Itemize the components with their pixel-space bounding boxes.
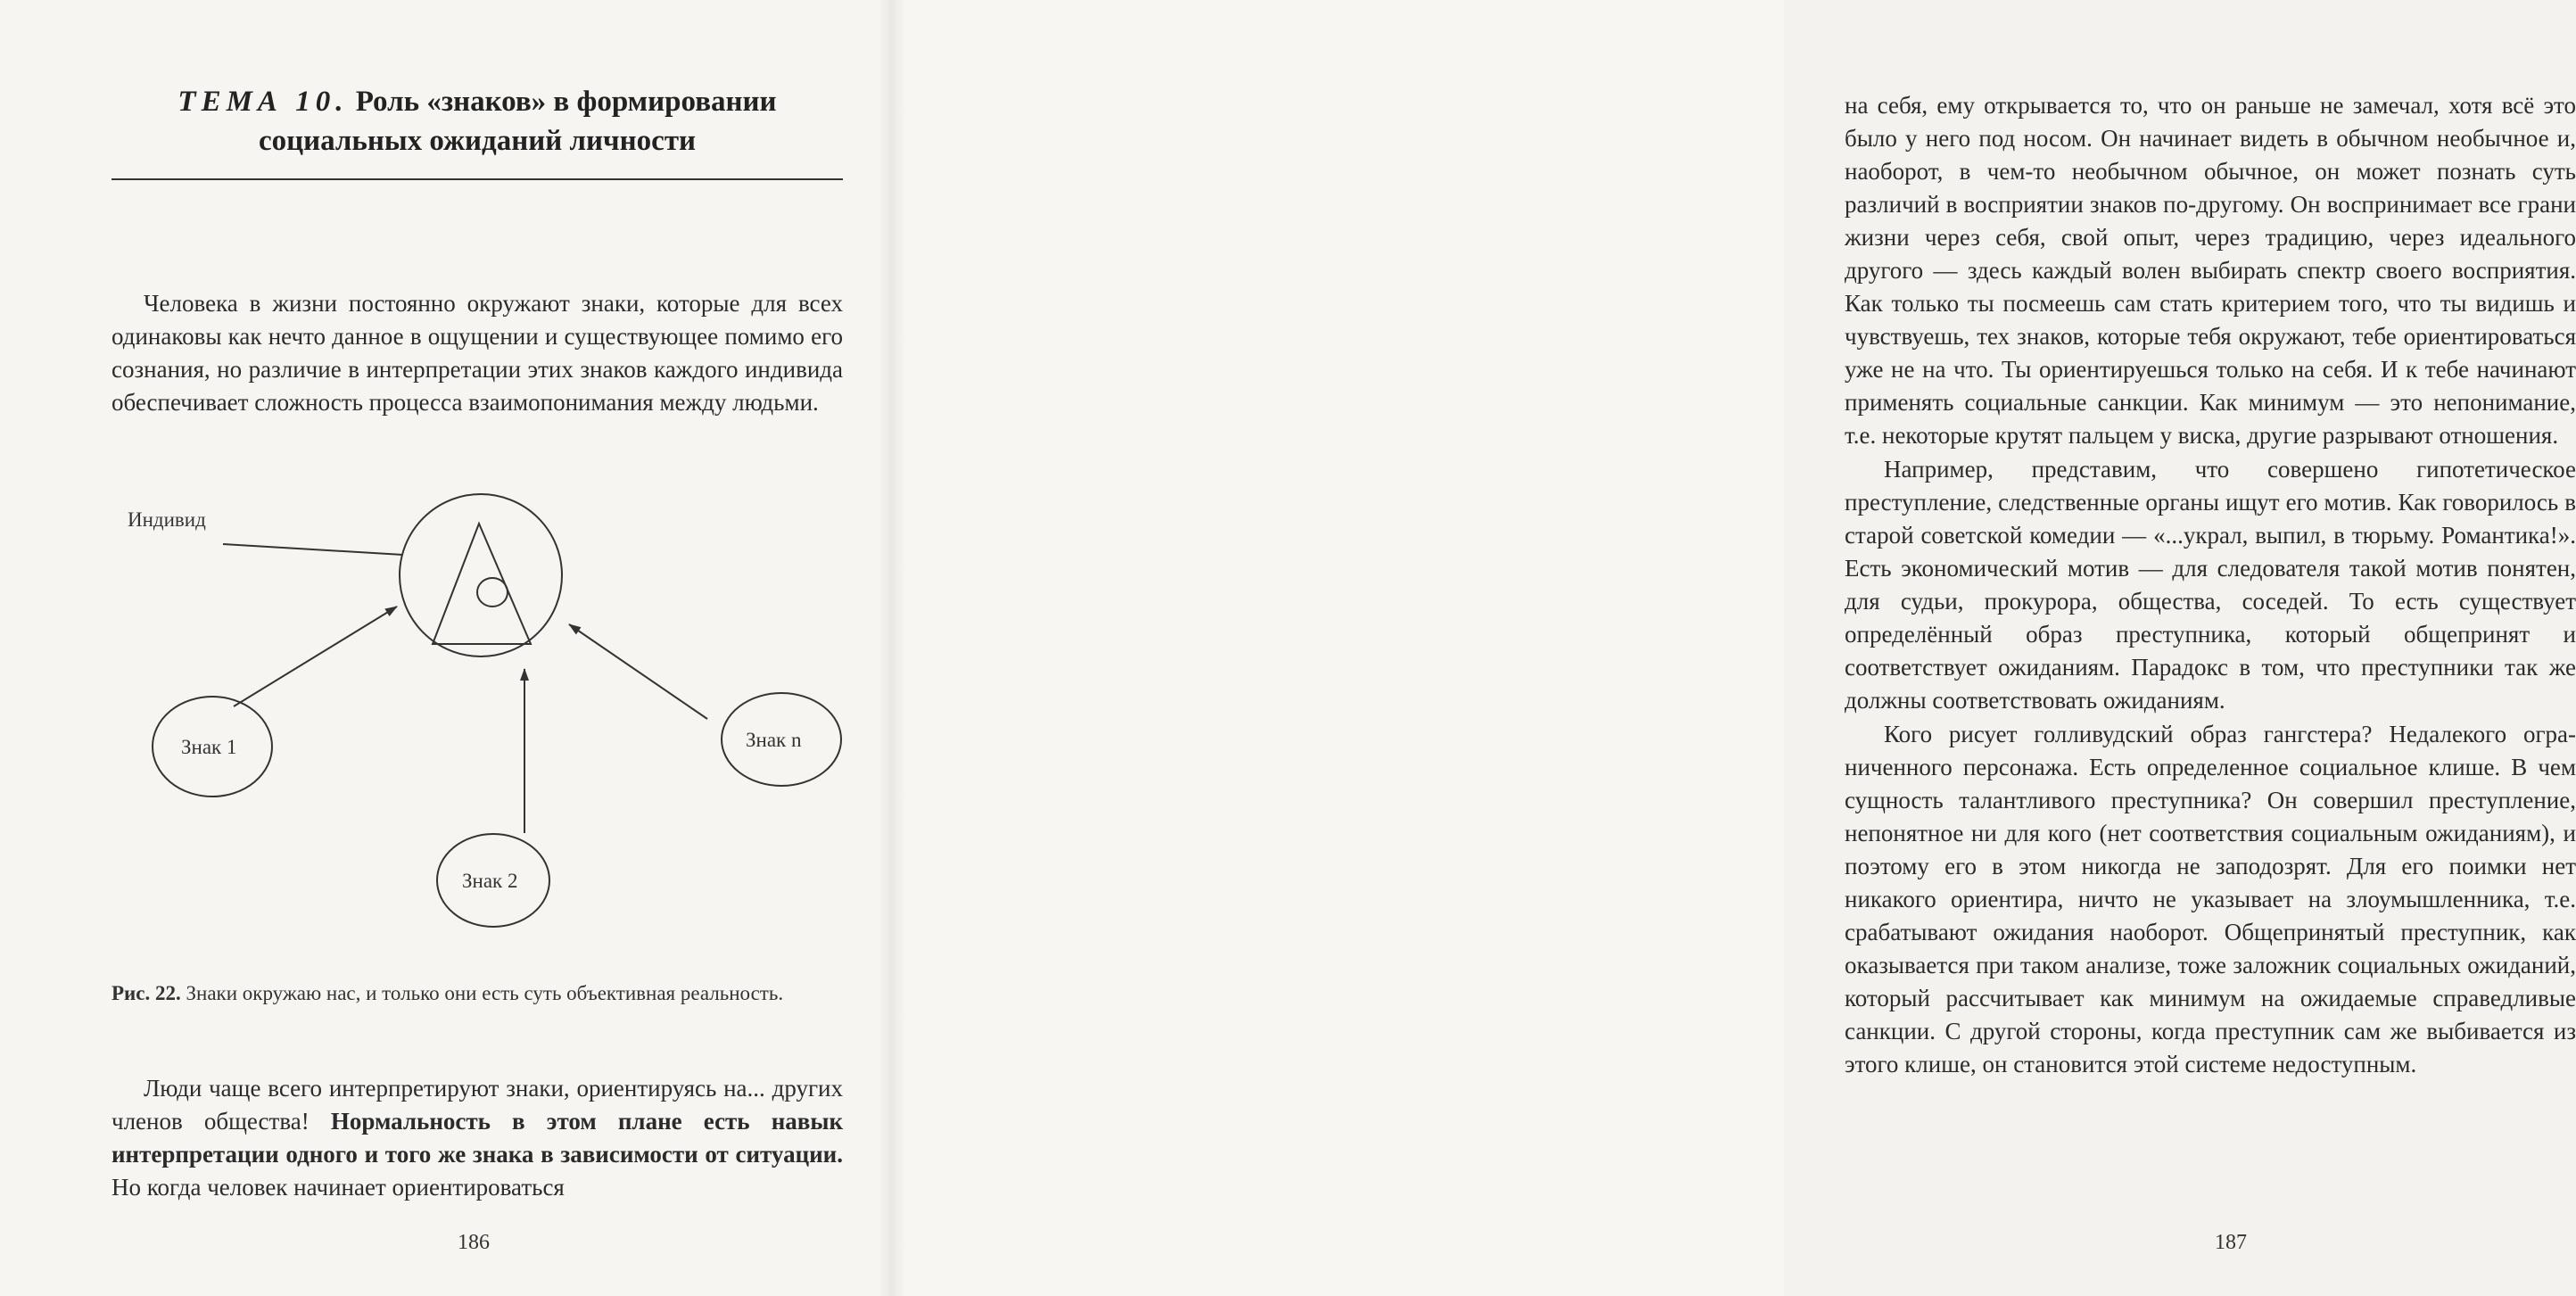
left-paragraph-2 <box>111 1072 843 1204</box>
eye-symbol <box>477 578 508 607</box>
left-paragraph-1: Человека в жизни постоянно окружают знаки, которые для всех одинаковы как нечто данное в ощущении и существующее помимо его сознания, но различие в интерпретации этих знаков каждого индивида обеспечивает сложность процесса взаимопонимания между людьми. <box>111 290 843 416</box>
page-number-right: 187 <box>2215 1231 2247 1254</box>
sign-2-label: Знак 2 <box>462 870 518 892</box>
sign-n-label: Знак n <box>746 729 802 751</box>
right-paragraph-2: Например, представим, что совершено гипотетическое преступление, следственные органы ищут его мотив. Как говорилось в старой советской комедии — «...украл, выпил, в тюрьму. Романтика!». Есть экономический мотив — для следователя такой мотив понятен, для судьи, прокурора, общества, соседей. То есть существует определённый образ преступника, который общепринят и соответствует ожиданиям. Парадокс в том, что преступники так же должны соответствовать ожиданиям. <box>1845 456 2576 714</box>
title-line2: социальных ожиданий личности <box>258 125 697 157</box>
title-topic: ТЕМА 10. <box>178 86 349 118</box>
signs-diagram <box>111 482 843 968</box>
page-number-left: 186 <box>458 1231 490 1254</box>
left-page <box>0 0 892 1296</box>
title-divider <box>111 178 843 180</box>
individual-pointer-line <box>223 544 403 555</box>
title-line1: Роль «знаков» в формировании <box>355 86 777 118</box>
individual-label: Индивид <box>128 508 206 531</box>
figure-caption <box>111 977 843 1011</box>
right-paragraph-1: на себя, ему открывается то, что он раньше не замечал, хотя всё это было у него под носом. Он начинает видеть в обычном необычное и, наоборот, в чем-то необычном обычное, он может познать суть различий в восприятии знаков по-другому. Он воспринимает все грани жизни через себя, свой опыт, через традицию, через идеального другого — здесь каждый волен выбирать спектр своего восприятия. Как только ты посмеешь сам стать критерием того, что ты видишь и чувствуешь, тех знаков, которые тебя окружают, тебе ориентироваться уже не на что. Ты ориентируешься только на себя. И к тебе начинают применять социальные санкции. Как минимум — это непонимание, т.е. некоторые крутят пальцем у виска, другие разрывают отношения. <box>1845 92 2576 449</box>
right-paragraph-3: Кого рисует голливудский образ гангстера? Недалекого ограниченного персонажа. Есть определенное социальное клише. В чем сущность талантливого преступника? Он совершил преступление, непонятное ни для кого (нет соответствия социальным ожиданиям), и поэтому его в этом никогда не заподозрят. Для его поимки нет никакого ориентира, ничто не указывает на злоумышленника, т.е. срабатывают ожидания наоборот. Общепринятый преступник, как оказывается при таком анализе, тоже заложник социальных ожиданий, который рассчитывает как минимум на ожидаемые справедливые санкции. С другой стороны, когда преступник сам же выбивается из этого клише, он становится этой системе недоступным. <box>1845 721 2576 1077</box>
right-page-text <box>1845 89 2576 1082</box>
arrow-sign-n <box>569 624 707 719</box>
left-paragraph-2-end: Но когда человек начинает ориентироваться <box>111 1174 565 1201</box>
individual-circle <box>400 494 562 656</box>
chapter-title <box>111 82 843 161</box>
caption-text: Знаки окружаю нас, и только они есть суть объективная реальность. <box>186 982 784 1004</box>
right-page <box>892 0 2576 1296</box>
left-paragraph-2-bold: Нормальность в этом плане есть навык интерпретации одного и того же знака в зависимости от ситуации. <box>111 1108 844 1168</box>
left-paragraph-2-start: Люди чаще всего интерпретируют знаки, ориентируясь на... других членов общества! <box>111 1075 843 1135</box>
sign-1-label: Знак 1 <box>181 736 237 758</box>
caption-label: Рис. 22. <box>111 982 181 1004</box>
triangle-symbol <box>433 524 531 644</box>
book-gutter-shadow <box>879 0 905 1296</box>
arrow-sign-1 <box>234 607 397 706</box>
